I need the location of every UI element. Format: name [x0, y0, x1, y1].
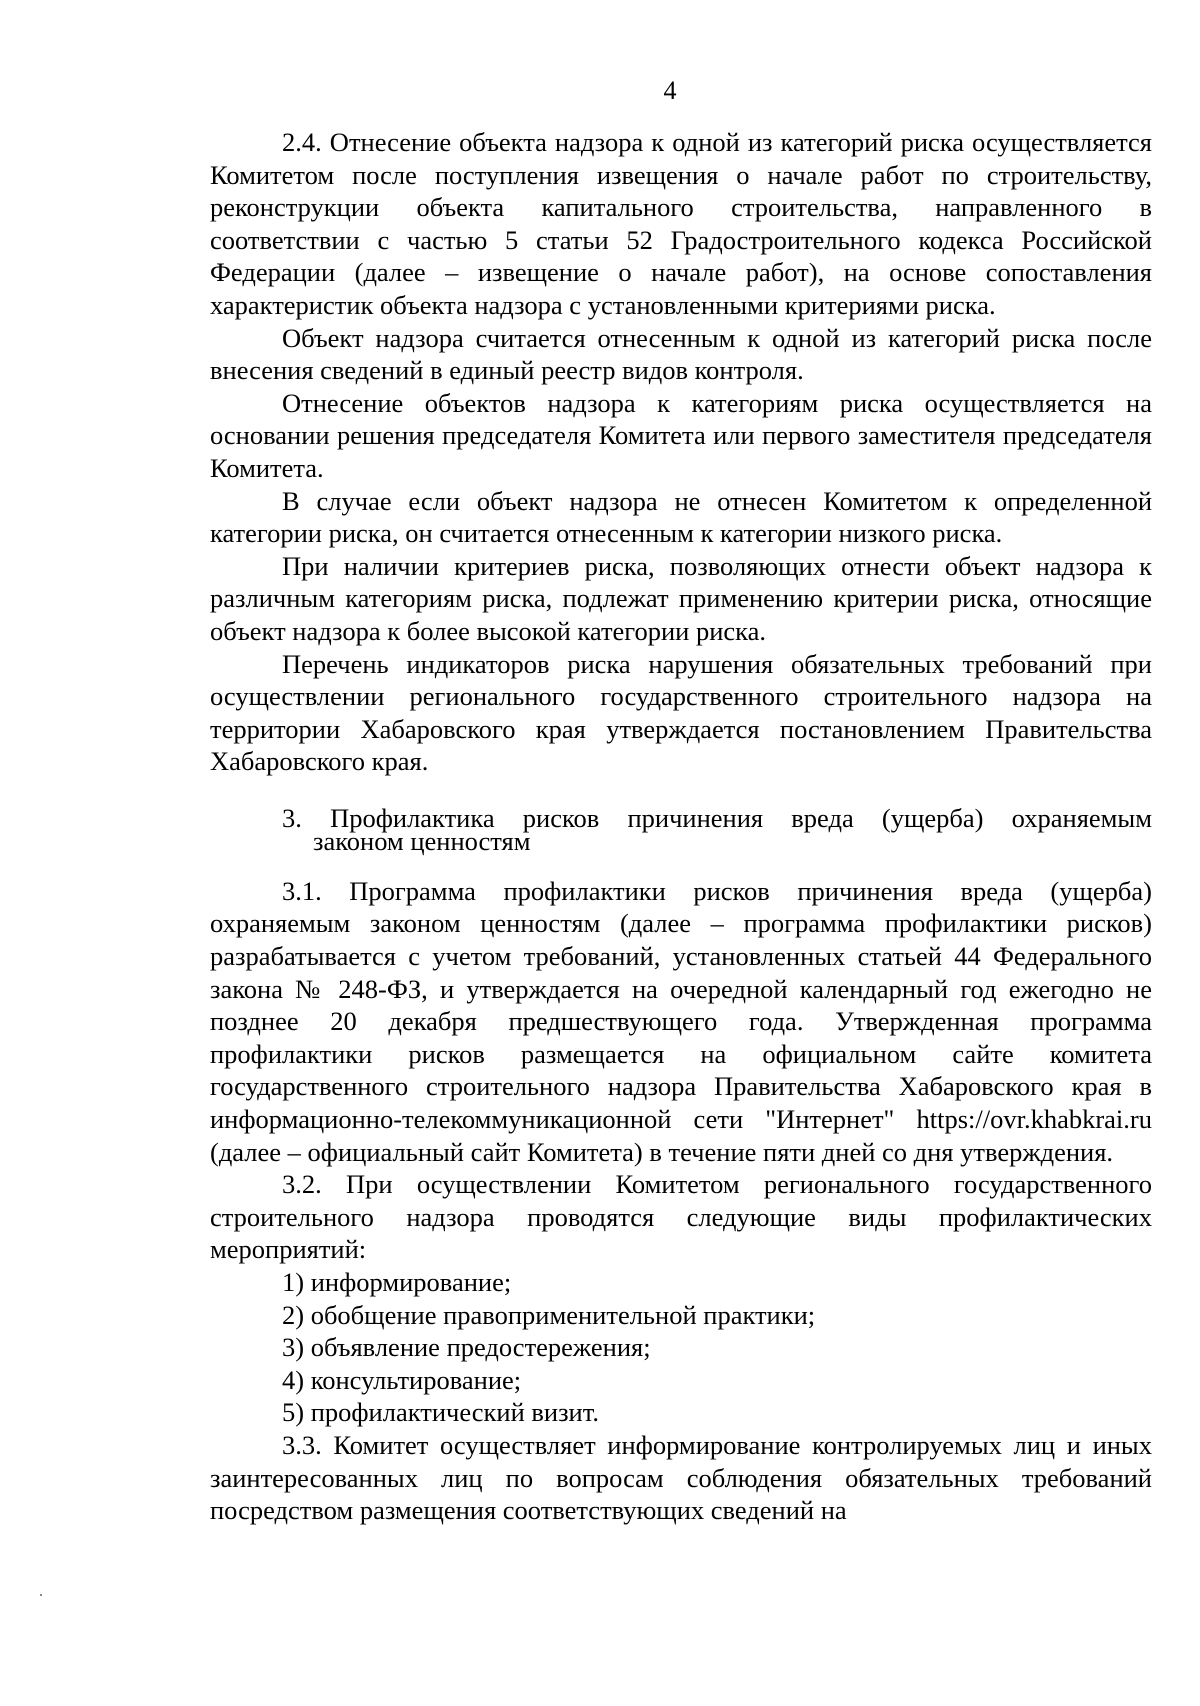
measures-list	[210, 1266, 1152, 1429]
list-item: 3) объявление предостережения;	[282, 1332, 651, 1363]
paragraph-3-1: 3.1. Программа профилактики рисков причинения вреда (ущерба) охраняемым законом ценностям (далее – программа профилактики рисков) разрабатывается с учетом требований, установленных статьей 44 Федерального закона № 248-ФЗ, и утверждается на очередной календарный год ежегодно не позднее 20 декабря предшествующего года. Утвержденная программа профилактики рисков размещается на официальном сайте комитета государственного строительного надзора Правительства Хабаровского края в информационно-телекоммуникационной сети "Интернет" https://ovr.khabkrai.ru (далее – официальный сайт Комитета) в течение пяти дней со дня утверждения.	[210, 875, 1152, 1167]
list-item: 4) консультирование;	[282, 1364, 522, 1395]
list-item: 2) обобщение правоприменительной практики;	[282, 1299, 816, 1330]
page-number: 4	[663, 76, 677, 105]
paragraph-3-2: 3.2. При осуществлении Комитетом регионального государственного строительного надзора проводятся следующие виды профилактических мероприятий:	[210, 1169, 1152, 1265]
paragraph-2-4: 2.4. Отнесение объекта надзора к одной из категорий риска осуществляется Комитетом после поступления извещения о начале работ по строительству, реконструкции объекта капитального строительства, направленного в соответствии с частью 5 статьи 52 Градостроительного кодекса Российской Федерации (далее – извещение о начале работ), на основе сопоставления характеристик объекта надзора с установленными критериями риска.	[210, 127, 1152, 320]
paragraph-reestr: Объект надзора считается отнесенным к одной из категорий риска после внесения сведений в единый реестр видов контроля.	[210, 322, 1152, 386]
section-3-heading-line-2: законом ценностям	[313, 825, 531, 856]
list-item: 5) профилактический визит.	[282, 1397, 599, 1428]
paragraph-kriterii: При наличии критериев риска, позволяющих отнести объект надзора к различным категориям риска, подлежат применению критерии риска, относящие объект надзора к более высокой категории риска.	[210, 550, 1152, 646]
list-item: 1) информирование;	[282, 1267, 512, 1297]
section-3-heading-line-1: 3. Профилактика рисков причинения вреда (ущерба) охраняемым	[282, 802, 1152, 833]
paragraph-nizkiy-risk: В случае если объект надзора не отнесен Комитетом к определенной категории риска, он считается отнесенным к категории низкого риска.	[210, 485, 1152, 549]
paragraph-perechen: Перечень индикаторов риска нарушения обязательных требований при осуществлении регионального государственного строительного надзора на территории Хабаровского края утверждается постановлением Правительства Хабаровского края.	[210, 648, 1152, 777]
paragraph-3-3: 3.3. Комитет осуществляет информирование контролируемых лиц и иных заинтересованных лиц по вопросам соблюдения обязательных требований посредством размещения соответствующих сведений на	[210, 1429, 1152, 1526]
document-body	[210, 126, 1152, 1527]
section-3-heading	[210, 802, 1152, 856]
scan-speck	[40, 1594, 42, 1596]
paragraph-reshenie: Отнесение объектов надзора к категориям риска осуществляется на основании решения председателя Комитета или первого заместителя председателя Комитета.	[210, 387, 1152, 483]
